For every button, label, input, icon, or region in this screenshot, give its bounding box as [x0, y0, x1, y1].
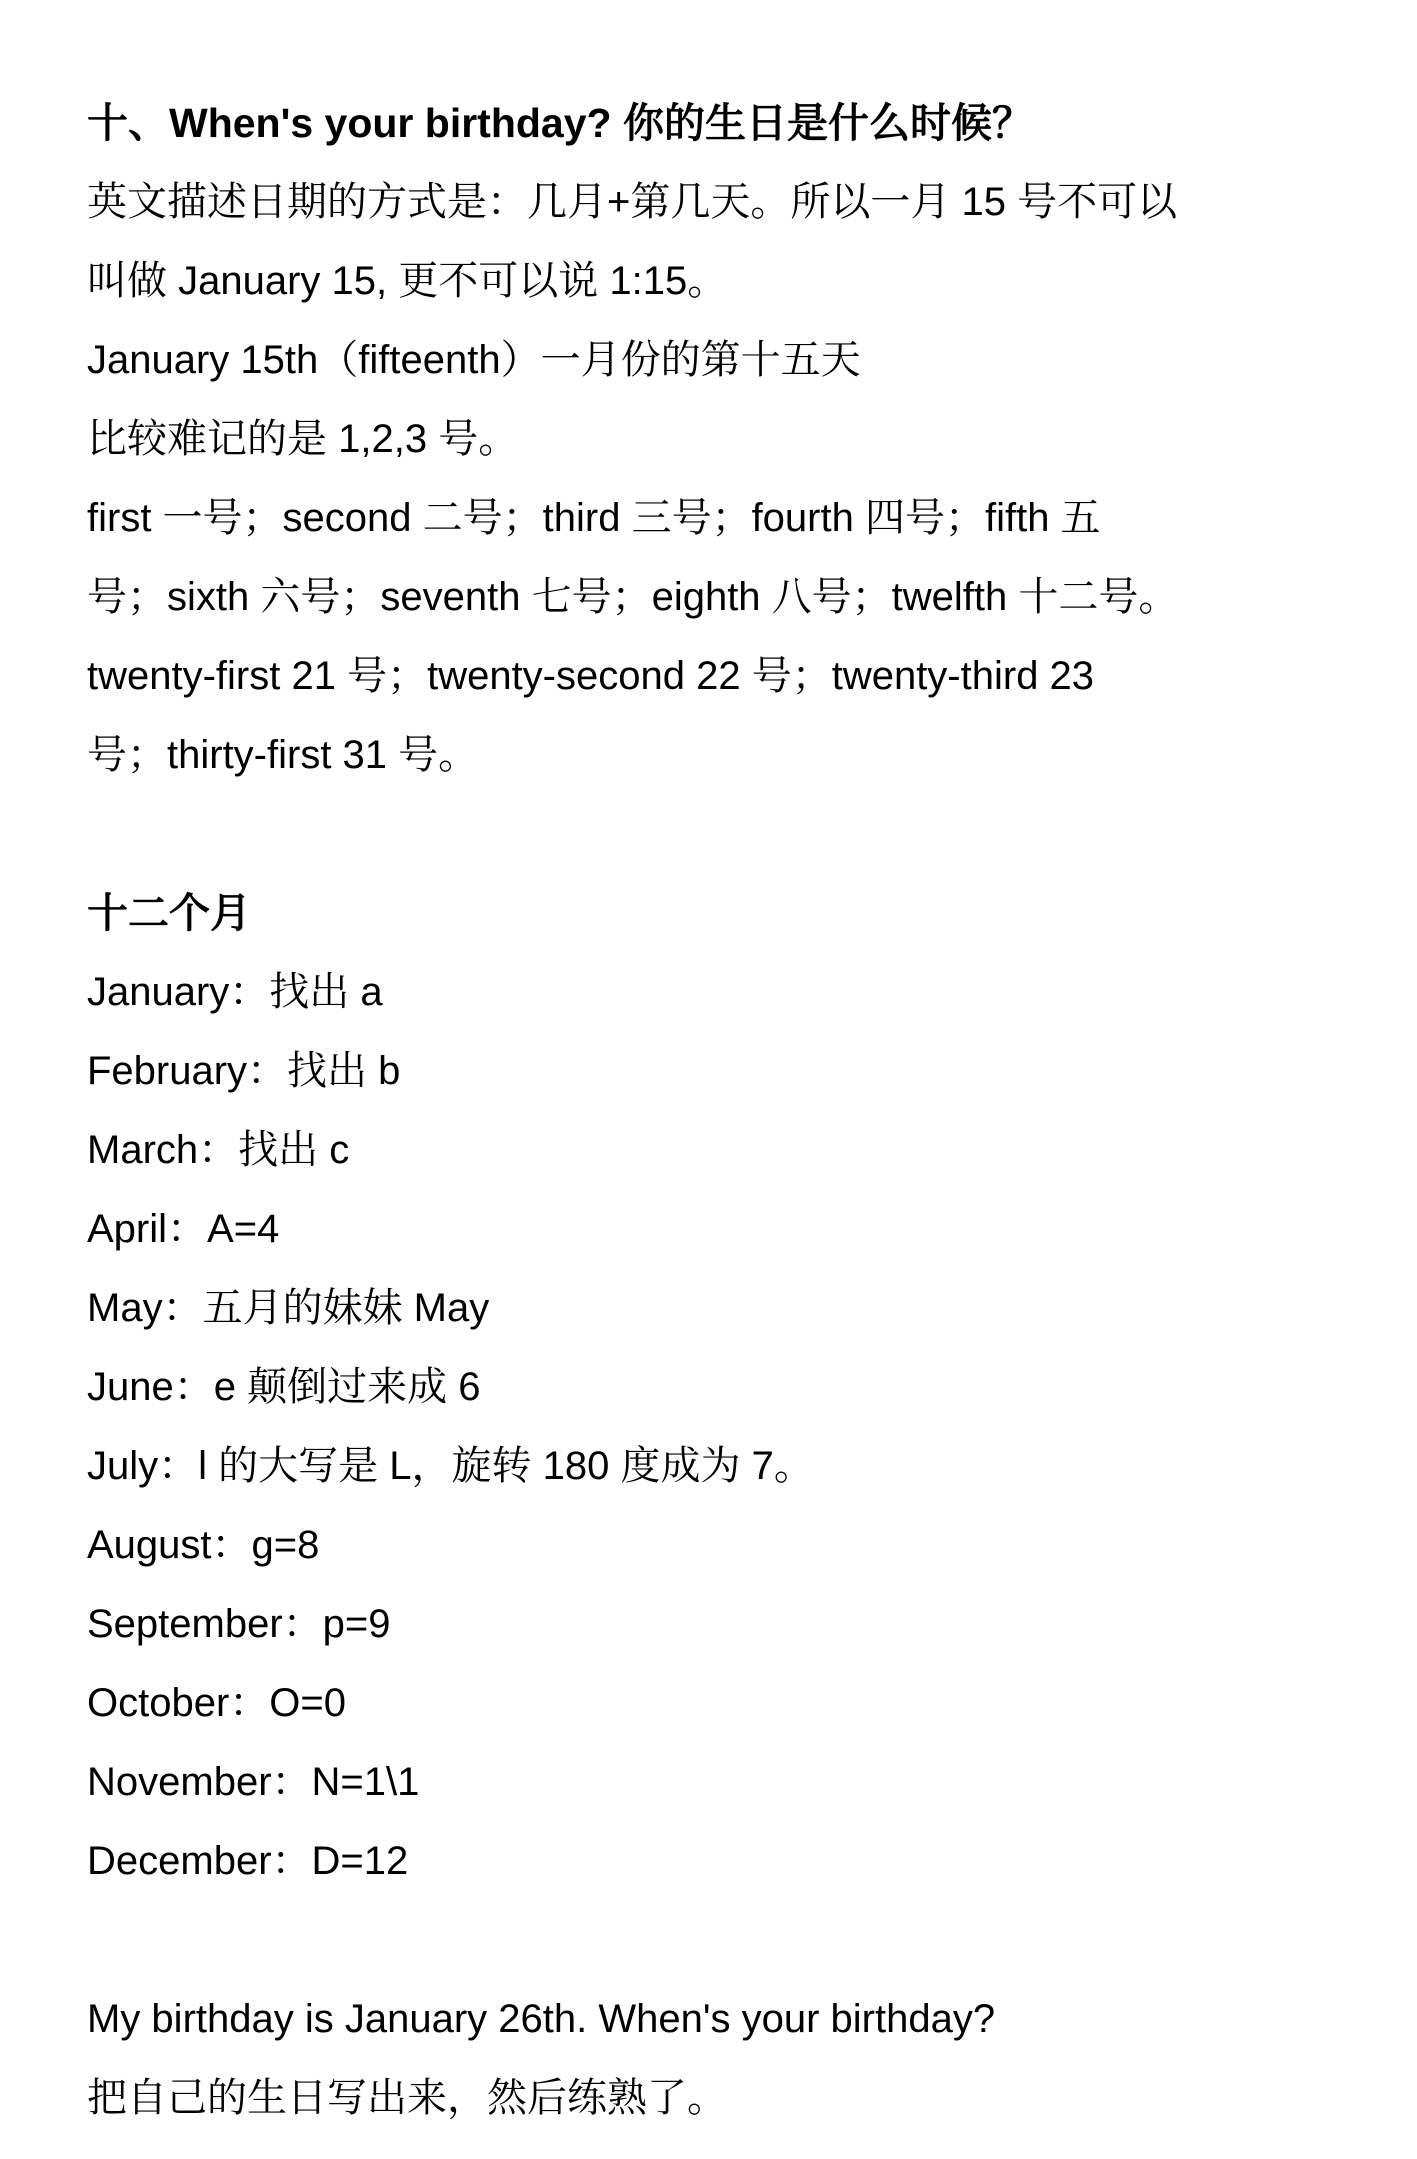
intro-line-8: 号；thirty-first 31 号。 [87, 733, 479, 777]
month-line-october: October：O=0 [87, 1681, 347, 1725]
month-line-february: February：找出 b [87, 1049, 401, 1093]
month-line-november: November：N=1\1 [87, 1760, 420, 1804]
month-line-december: December：D=12 [87, 1839, 409, 1883]
intro-line-3: January 15th（fifteenth）一月份的第十五天 [87, 338, 861, 382]
month-line-june: June：e 颠倒过来成 6 [87, 1365, 481, 1409]
month-line-march: March：找出 c [87, 1128, 350, 1172]
intro-line-7: twenty-first 21 号；twenty-second 22 号；twenty-third 23 [87, 654, 1095, 698]
month-line-may: May：五月的妹妹 May [87, 1286, 490, 1330]
month-line-september: September：p=9 [87, 1602, 391, 1646]
intro-line-6: 号；sixth 六号；seventh 七号；eighth 八号；twelfth 十二号。 [87, 575, 1179, 619]
month-line-july: July：l 的大写是 L，旋转 180 度成为 7。 [87, 1444, 814, 1488]
months-heading: 十二个月 [87, 890, 251, 936]
month-line-august: August：g=8 [87, 1523, 320, 1567]
section-gap [87, 1901, 1337, 1980]
outro-line-1: My birthday is January 26th. When's your birthday? [87, 1997, 996, 2041]
section-gap [87, 795, 1337, 874]
intro-line-5: first 一号；second 二号；third 三号；fourth 四号；fifth 五 [87, 496, 1101, 540]
intro-line-4: 比较难记的是 1,2,3 号。 [87, 417, 519, 461]
outro-line-2: 把自己的生日写出来，然后练熟了。 [87, 2076, 727, 2120]
intro-line-2: 叫做 January 15, 更不可以说 1:15。 [87, 259, 728, 303]
month-line-april: April：A=4 [87, 1207, 280, 1251]
month-line-january: January：找出 a [87, 970, 383, 1014]
page-title: 十、When's your birthday? 你的生日是什么时候？ [87, 100, 1033, 146]
intro-line-1: 英文描述日期的方式是：几月+第几天。所以一月 15 号不可以 [87, 180, 1178, 224]
